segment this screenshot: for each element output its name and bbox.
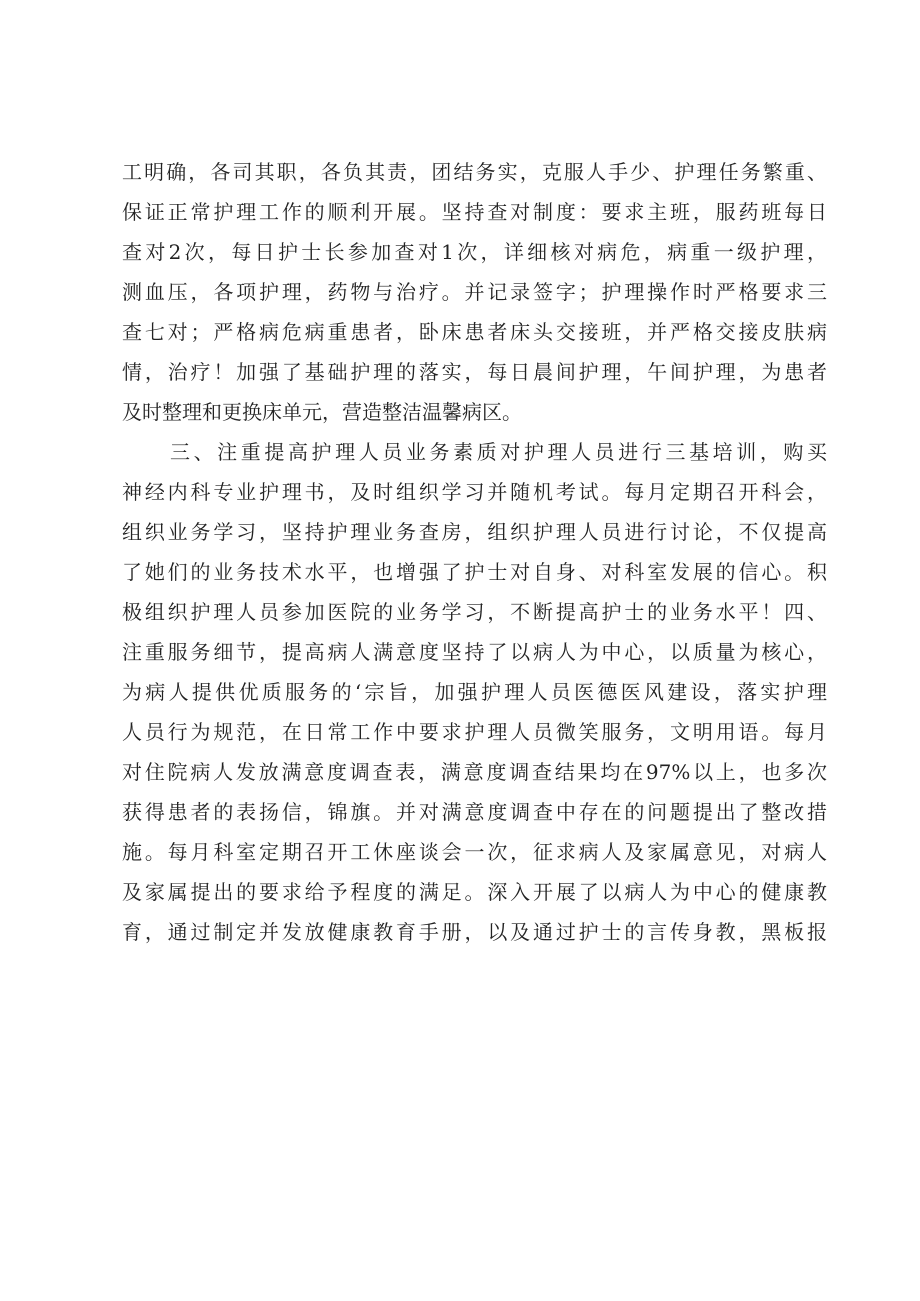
text-line: 工明确，各司其职，各负其责，团结务实，克服人手少、护理任务繁重、 bbox=[122, 160, 827, 184]
text-line: 情，治疗！加强了基础护理的落实，每日晨间护理，午间护理，为患者 bbox=[122, 360, 827, 384]
text-line: 获得患者的表扬信，锦旗。并对满意度调查中存在的问题提出了整改措 bbox=[122, 800, 827, 824]
text-line: 注重服务细节，提高病人满意度坚持了以病人为中心，以质量为核心， bbox=[122, 640, 827, 664]
text-line: 对住院病人发放满意度调查表，满意度调查结果均在97%以上，也多次 bbox=[122, 760, 827, 784]
body-text bbox=[122, 152, 827, 952]
text-line: 育，通过制定并发放健康教育手册，以及通过护士的言传身教，黑板报 bbox=[122, 920, 827, 944]
text-line: 查对2次，每日护士长参加查对1次，详细核对病危，病重一级护理， bbox=[122, 240, 827, 264]
paragraph-start-line: 三、注重提高护理人员业务素质对护理人员进行三基培训，购买 bbox=[170, 440, 827, 464]
text-line: 保证正常护理工作的顺利开展。坚持查对制度：要求主班，服药班每日 bbox=[122, 200, 827, 224]
text-line: 神经内科专业护理书，及时组织学习并随机考试。每月定期召开科会， bbox=[122, 480, 827, 504]
text-line: 人员行为规范，在日常工作中要求护理人员微笑服务，文明用语。每月 bbox=[122, 720, 827, 744]
text-line: 极组织护理人员参加医院的业务学习，不断提高护士的业务水平！四、 bbox=[122, 600, 827, 624]
text-line: 了她们的业务技术水平，也增强了护士对自身、对科室发展的信心。积 bbox=[122, 560, 827, 584]
text-line: 查七对；严格病危病重患者，卧床患者床头交接班，并严格交接皮肤病 bbox=[122, 320, 827, 344]
text-line: 及时整理和更换床单元，营造整洁温馨病区。 bbox=[122, 400, 522, 424]
text-line: 为病人提供优质服务的‘宗旨，加强护理人员医德医风建设，落实护理 bbox=[122, 680, 827, 704]
text-line: 组织业务学习，坚持护理业务查房，组织护理人员进行讨论，不仅提高 bbox=[122, 520, 827, 544]
text-line: 及家属提出的要求给予程度的满足。深入开展了以病人为中心的健康教 bbox=[122, 880, 827, 904]
text-line: 测血压，各项护理，药物与治疗。并记录签字；护理操作时严格要求三 bbox=[122, 280, 827, 304]
text-line: 施。每月科室定期召开工休座谈会一次，征求病人及家属意见，对病人 bbox=[122, 840, 827, 864]
